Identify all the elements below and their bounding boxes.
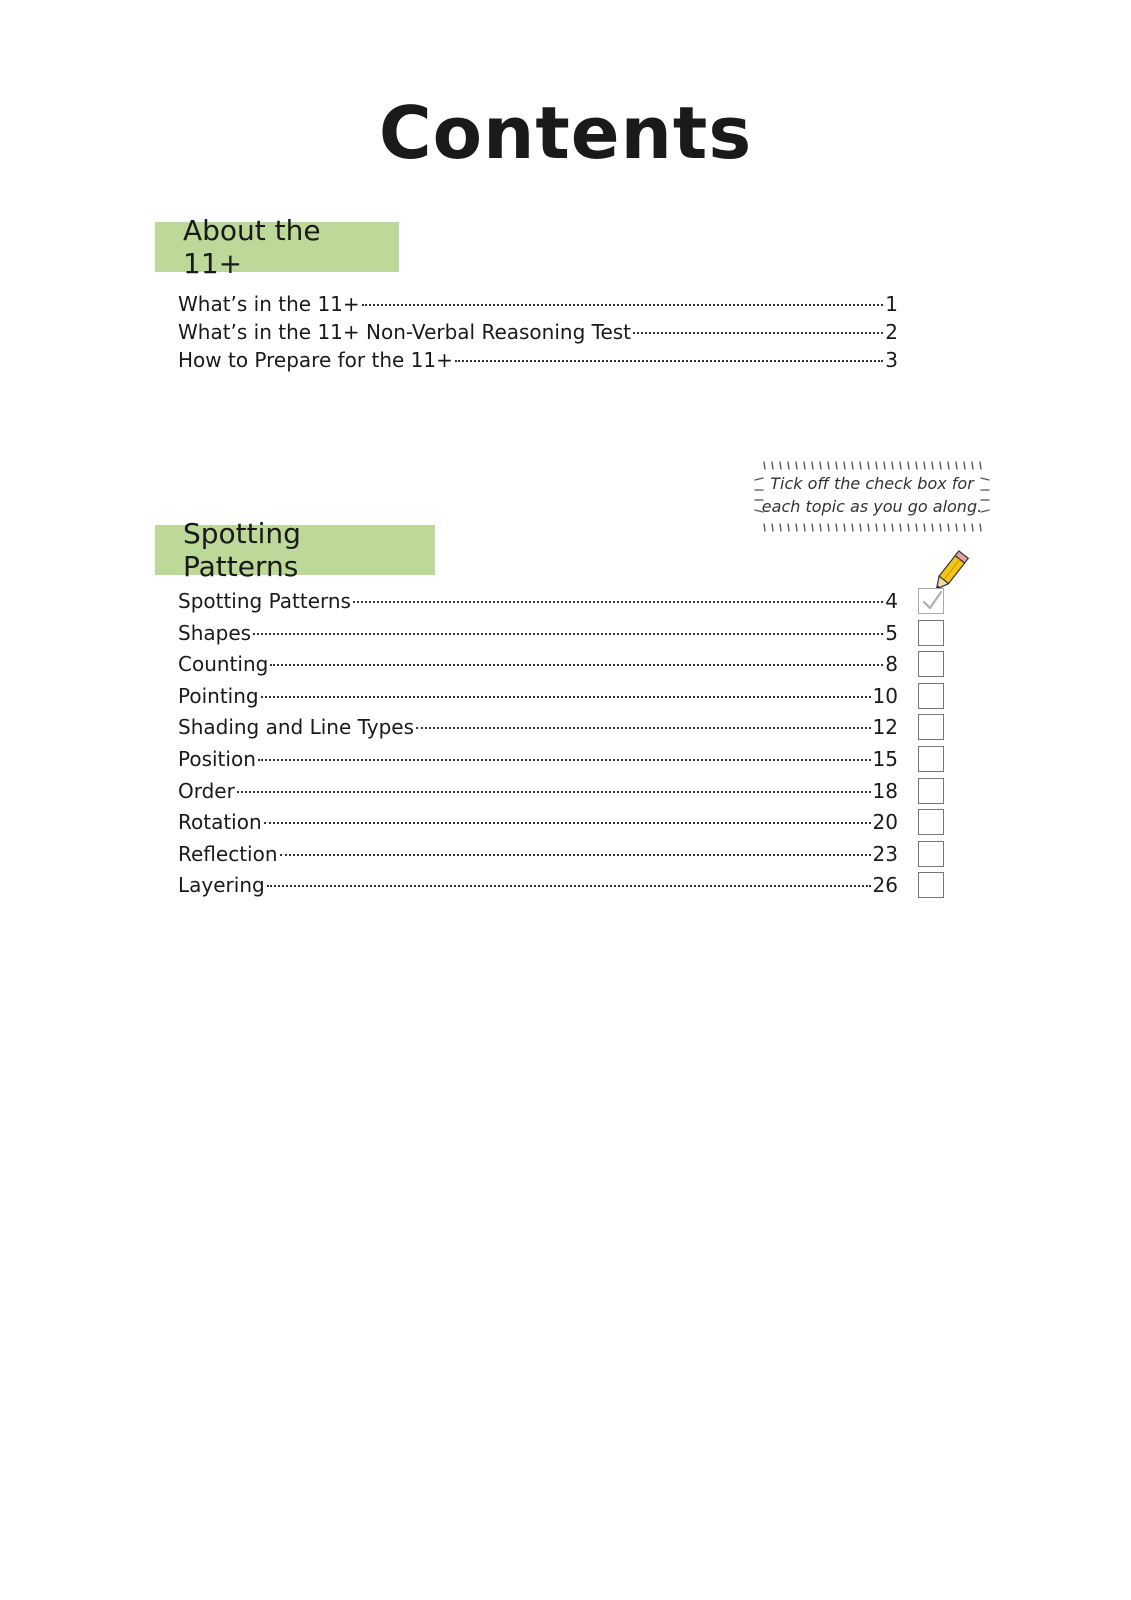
toc-entry-page: 18: [872, 778, 898, 803]
toc-entry[interactable]: [178, 840, 898, 872]
toc-entry-title: How to Prepare for the 11+: [178, 348, 453, 372]
leader-dots: [261, 696, 871, 698]
toc-entry-title: Counting: [178, 652, 269, 677]
toc-entry[interactable]: [178, 290, 898, 318]
callout-text: [752, 472, 992, 518]
topic-checkbox[interactable]: [918, 651, 944, 677]
toc-entry-page: 3: [885, 348, 898, 372]
toc-entry-page: 8: [885, 652, 898, 677]
leader-dots: [253, 633, 883, 635]
leader-dots: [237, 791, 871, 793]
toc-entry[interactable]: [178, 777, 898, 809]
leader-dots: [270, 664, 883, 666]
toc-entry-page: 5: [885, 620, 898, 645]
toc-entry[interactable]: [178, 745, 898, 777]
topic-checkbox[interactable]: [918, 746, 944, 772]
topic-checkbox[interactable]: [918, 872, 944, 898]
toc-entry-title: What’s in the 11+: [178, 292, 360, 316]
toc-entry-page: 20: [872, 810, 898, 835]
toc-entry[interactable]: [178, 619, 898, 651]
toc-entry-title: Shapes: [178, 620, 252, 645]
topic-checkbox[interactable]: [918, 778, 944, 804]
leader-dots: [455, 360, 883, 362]
topic-checkbox[interactable]: [918, 683, 944, 709]
topic-checkbox[interactable]: [918, 809, 944, 835]
leader-dots: [353, 601, 883, 603]
leader-dots: [258, 759, 871, 761]
leader-dots: [264, 822, 871, 824]
toc-list-about: [178, 290, 898, 374]
leader-dots: [416, 727, 871, 729]
toc-entry-title: Shading and Line Types: [178, 715, 414, 740]
toc-entry-page: 10: [872, 683, 898, 708]
tick-off-callout: [752, 460, 992, 534]
section-header-spotting-patterns: Spotting Patterns: [155, 525, 435, 575]
toc-entry[interactable]: [178, 587, 898, 619]
toc-entry[interactable]: [178, 713, 898, 745]
toc-entry[interactable]: [178, 318, 898, 346]
toc-entry[interactable]: [178, 346, 898, 374]
section-header-about: About the 11+: [155, 222, 399, 272]
toc-entry-page: 1: [885, 292, 898, 316]
page-title: Contents: [378, 91, 753, 175]
callout-line-1: Tick off the check box for: [770, 474, 974, 493]
callout-line-2: each topic as you go along.: [761, 497, 983, 516]
tick-icon: [921, 590, 943, 612]
toc-entry-page: 26: [872, 873, 898, 898]
toc-entry-title: Spotting Patterns: [178, 589, 351, 613]
toc-entry-title: Layering: [178, 873, 265, 898]
toc-entry-title: Reflection: [178, 841, 278, 866]
topic-checkbox[interactable]: [918, 714, 944, 740]
toc-entry-title: Position: [178, 746, 256, 771]
toc-entry[interactable]: [178, 682, 898, 714]
toc-entry-page: 23: [872, 841, 898, 866]
toc-entry-title: Pointing: [178, 683, 259, 708]
toc-entry-page: 12: [872, 715, 898, 740]
topic-checkbox[interactable]: [918, 841, 944, 867]
toc-entry[interactable]: [178, 808, 898, 840]
toc-entry-title: Rotation: [178, 810, 262, 835]
leader-dots: [267, 885, 871, 887]
toc-entry-title: Order: [178, 778, 235, 803]
toc-entry-title: What’s in the 11+ Non-Verbal Reasoning Test: [178, 320, 632, 344]
toc-entry[interactable]: [178, 650, 898, 682]
toc-list-spotting-patterns: [178, 587, 898, 903]
topic-checkbox[interactable]: [918, 588, 944, 614]
toc-entry-page: 4: [885, 589, 898, 613]
toc-entry-page: 2: [885, 320, 898, 344]
leader-dots: [362, 304, 884, 306]
toc-entry[interactable]: [178, 871, 898, 903]
toc-entry-page: 15: [872, 746, 898, 771]
topic-checkbox[interactable]: [918, 620, 944, 646]
leader-dots: [280, 854, 871, 856]
leader-dots: [633, 332, 883, 334]
